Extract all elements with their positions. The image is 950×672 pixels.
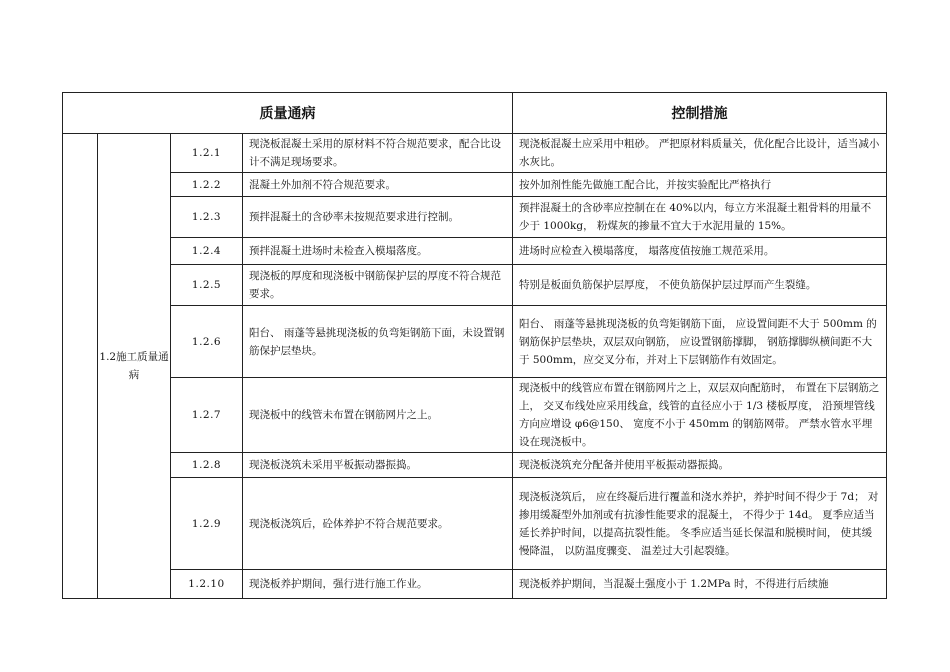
row-number: 1.2.10 bbox=[171, 570, 243, 599]
category-label: 1.2施工质量通病 bbox=[99, 351, 169, 381]
measure-cell: 现浇板浇筑后， 应在终凝后进行覆盖和浇水养护，养护时间不得少于 7d； 对掺用缓凝型外加剂或有抗渗性能要求的混凝土， 不得少于 14d。 夏季应适当延长养护时间，以提高抗裂性能。 冬季应适当延长保温和脱模时间， 使其缓慢降温， 以防温度骤变、 温差过大引起裂缝。 bbox=[513, 478, 887, 570]
header-problem: 质量通病 bbox=[63, 93, 513, 134]
measure-cell: 现浇板养护期间，当混凝土强度小于 1.2MPa 时，不得进行后续施 bbox=[513, 570, 887, 599]
problem-cell: 现浇板浇筑后，砼体养护不符合规范要求。 bbox=[243, 478, 513, 570]
measure-cell: 特别是板面负筋保护层厚度， 不使负筋保护层过厚而产生裂缝。 bbox=[513, 265, 887, 306]
blank-column bbox=[63, 134, 98, 599]
row-number: 1.2.7 bbox=[171, 378, 243, 453]
problem-cell: 预拌混凝土进场时未检查入模塌落度。 bbox=[243, 238, 513, 265]
table-row bbox=[63, 570, 887, 599]
category-cell bbox=[98, 134, 171, 599]
row-number: 1.2.5 bbox=[171, 265, 243, 306]
row-number: 1.2.3 bbox=[171, 197, 243, 238]
measure-cell: 现浇板中的线管应布置在钢筋网片之上，双层双向配筋时， 布置在下层钢筋之上， 交叉布线处应采用线盒，线管的直径应小于 1/3 楼板厚度， 沿预埋管线方向应增设 φ6@150、 宽度不小于 450mm 的钢筋网带。 严禁水管水平埋设在现浇板中。 bbox=[513, 378, 887, 453]
problem-cell: 现浇板浇筑未采用平板振动器振捣。 bbox=[243, 453, 513, 478]
row-number: 1.2.1 bbox=[171, 134, 243, 173]
table-row bbox=[63, 197, 887, 238]
row-number: 1.2.6 bbox=[171, 306, 243, 378]
row-number: 1.2.4 bbox=[171, 238, 243, 265]
table-row bbox=[63, 238, 887, 265]
quality-table-sheet bbox=[62, 92, 886, 602]
problem-cell: 现浇板中的线管未布置在钢筋网片之上。 bbox=[243, 378, 513, 453]
table-row bbox=[63, 378, 887, 453]
problem-cell: 现浇板的厚度和现浇板中钢筋保护层的厚度不符合规范要求。 bbox=[243, 265, 513, 306]
table-header-row bbox=[63, 93, 887, 134]
table-row bbox=[63, 306, 887, 378]
table-row bbox=[63, 478, 887, 570]
table-row bbox=[63, 173, 887, 197]
measure-cell: 进场时应检查入模塌落度， 塌落度值按施工规范采用。 bbox=[513, 238, 887, 265]
row-number: 1.2.8 bbox=[171, 453, 243, 478]
measure-cell: 阳台、 雨蓬等悬挑现浇板的负弯矩钢筋下面， 应设置间距不大于 500mm 的钢筋保护层垫块，双层双向钢筋， 应设置钢筋撑脚， 钢筋撑脚纵横间距不大于 500mm，应交叉分布，并对上下层钢筋作有效固定。 bbox=[513, 306, 887, 378]
problem-cell: 现浇板混凝土采用的原材料不符合规范要求，配合比设计不满足现场要求。 bbox=[243, 134, 513, 173]
row-number: 1.2.9 bbox=[171, 478, 243, 570]
problem-cell: 预拌混凝土的含砂率未按规范要求进行控制。 bbox=[243, 197, 513, 238]
table-row bbox=[63, 134, 887, 173]
problem-cell: 混凝土外加剂不符合规范要求。 bbox=[243, 173, 513, 197]
measure-cell: 按外加剂性能先做施工配合比，并按实验配比严格执行 bbox=[513, 173, 887, 197]
quality-table bbox=[62, 92, 887, 599]
row-number: 1.2.2 bbox=[171, 173, 243, 197]
header-measure: 控制措施 bbox=[513, 93, 887, 134]
measure-cell: 现浇板混凝土应采用中粗砂。 严把原材料质量关，优化配合比设计，适当减小水灰比。 bbox=[513, 134, 887, 173]
problem-cell: 现浇板养护期间，强行进行施工作业。 bbox=[243, 570, 513, 599]
table-row bbox=[63, 265, 887, 306]
measure-cell: 现浇板浇筑充分配备并使用平板振动器振捣。 bbox=[513, 453, 887, 478]
table-row bbox=[63, 453, 887, 478]
problem-cell: 阳台、 雨蓬等悬挑现浇板的负弯矩钢筋下面，未设置钢筋保护层垫块。 bbox=[243, 306, 513, 378]
measure-cell: 预拌混凝土的含砂率应控制在在 40%以内，每立方米混凝土粗骨料的用量不少于 1000kg， 粉煤灰的掺量不宜大于水泥用量的 15%。 bbox=[513, 197, 887, 238]
